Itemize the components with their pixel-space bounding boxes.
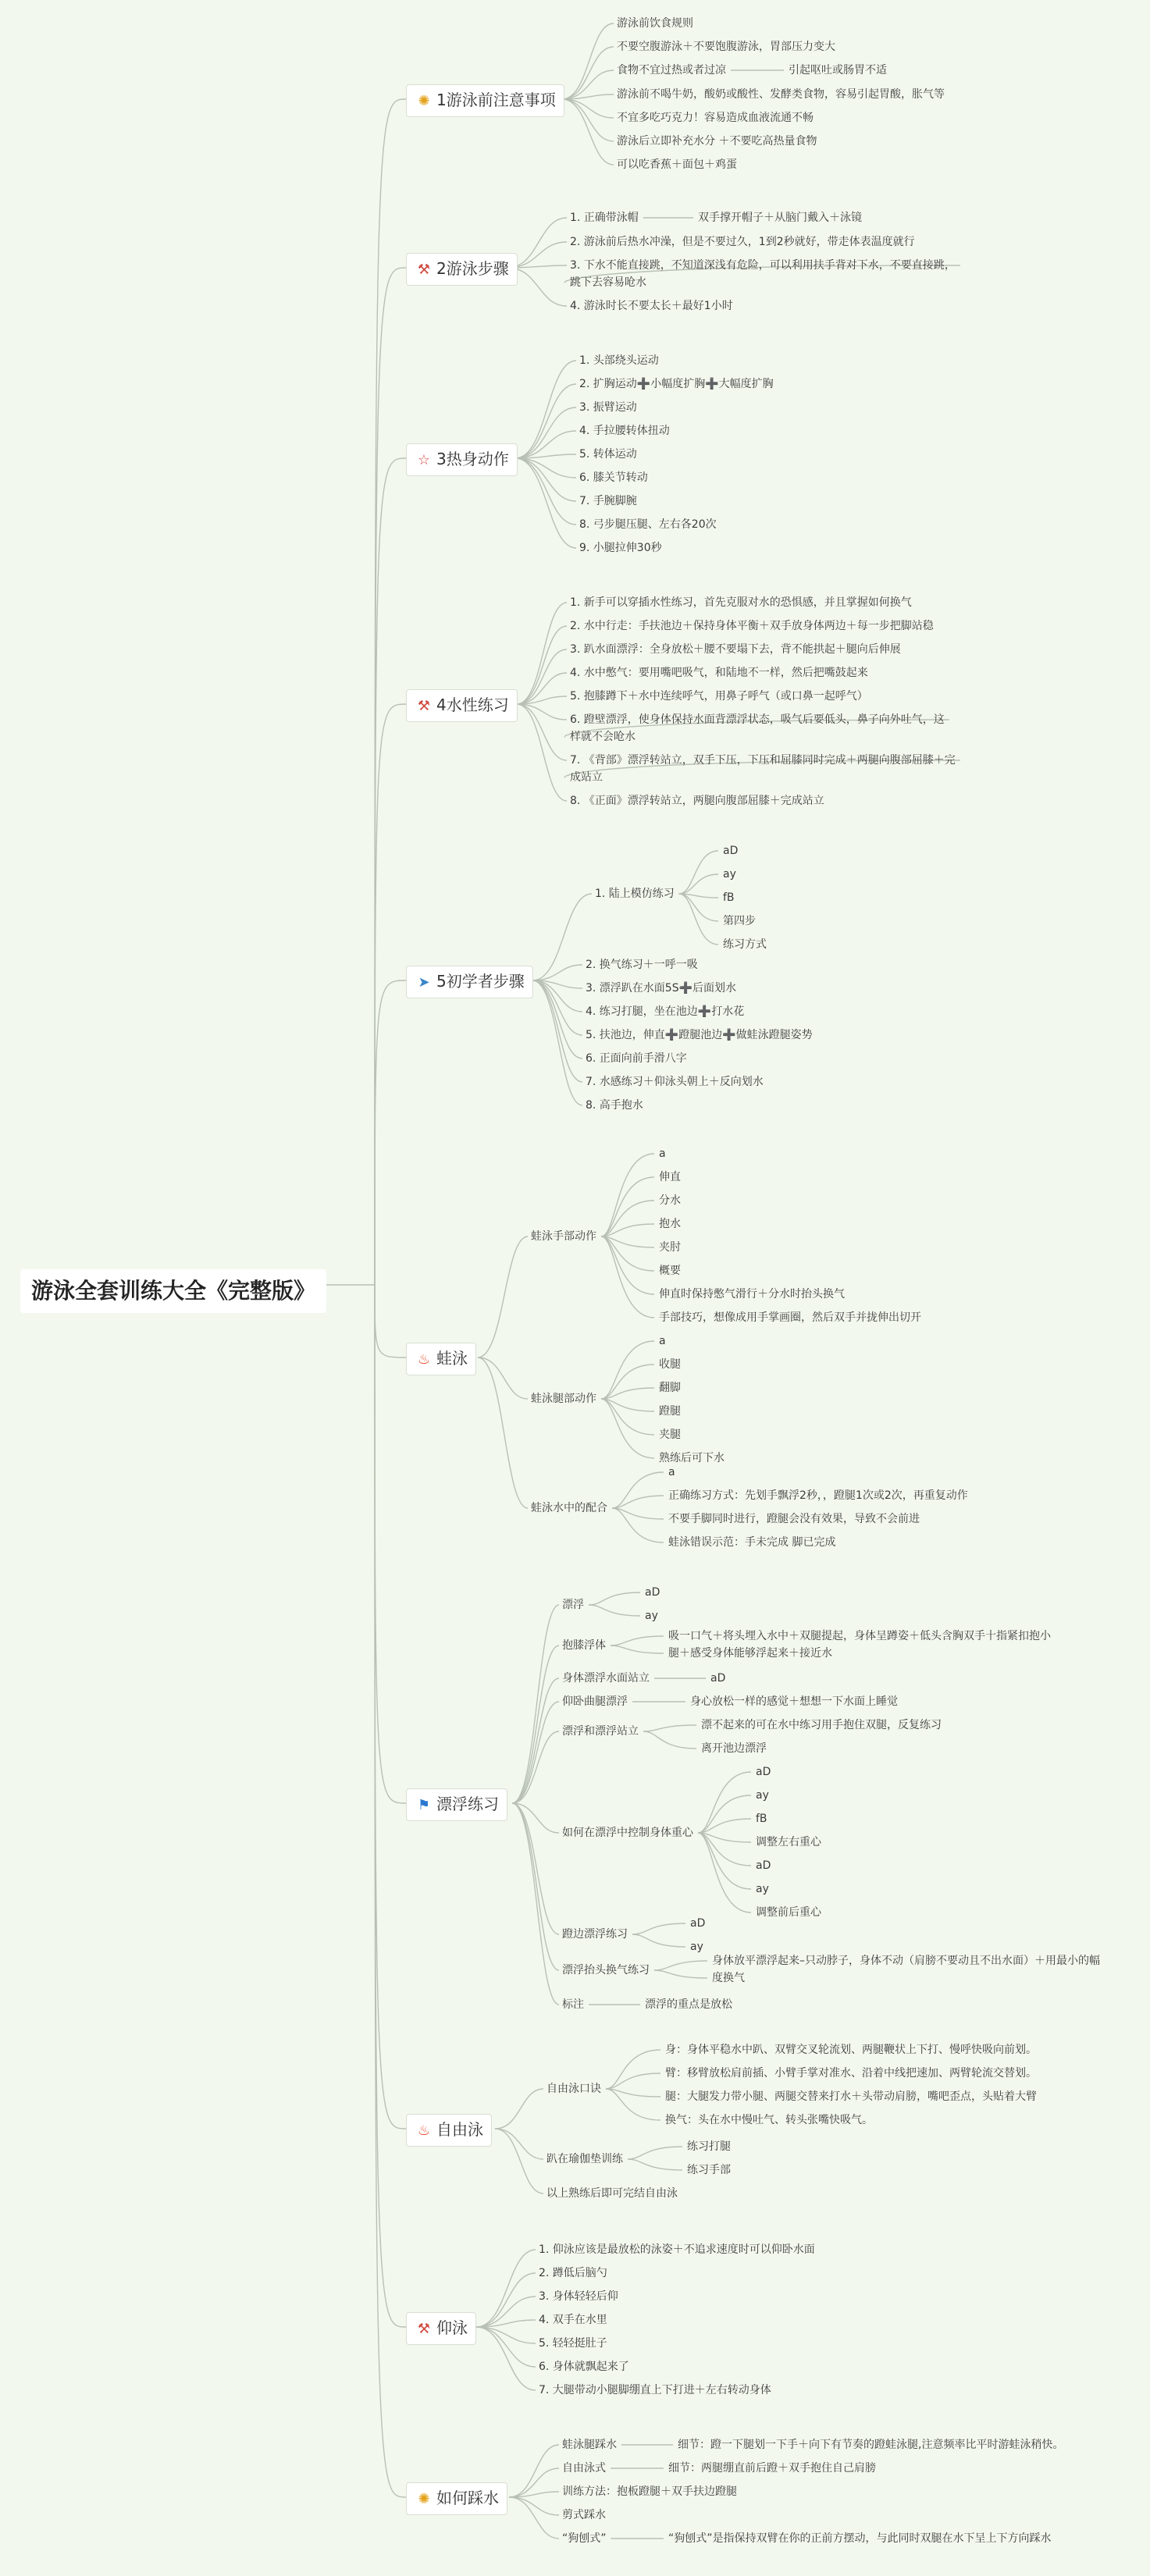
node-text: 1. 正确带泳帽 bbox=[570, 212, 639, 224]
connector-line bbox=[632, 1923, 685, 1934]
node-text: 身心放松一样的感觉＋想想一下水面上睡觉 bbox=[690, 1695, 898, 1708]
connector-line bbox=[611, 1646, 664, 1653]
connector-line bbox=[515, 458, 576, 501]
node-text: 5. 轻轻挺肚子 bbox=[539, 2337, 607, 2350]
connector-line bbox=[476, 2327, 536, 2390]
branch-9[interactable] bbox=[406, 2312, 476, 2345]
node-text: aD bbox=[756, 1766, 771, 1778]
connector-line bbox=[478, 1357, 528, 1508]
node-text: 伸直时保持憋气滑行＋分水时抬头换气 bbox=[659, 1288, 845, 1300]
node-text: 漂浮的重点是放松 bbox=[645, 1998, 732, 2011]
connector-line bbox=[509, 2497, 559, 2539]
connector-line bbox=[601, 1236, 654, 1318]
node-text: aD bbox=[723, 845, 739, 857]
node-text: 可以吃香蕉＋面包＋鸡蛋 bbox=[617, 158, 737, 171]
node-text: 漂浮 bbox=[562, 1599, 584, 1611]
node-text: “狗刨式”是指保持双臂在你的正前方摆动，与此同时双腿在水下呈上下方向踩水 bbox=[668, 2532, 1052, 2545]
branch-3[interactable] bbox=[406, 443, 518, 476]
connector-line bbox=[512, 1803, 559, 1970]
connector-line bbox=[562, 99, 614, 118]
node-text: 伸直 bbox=[659, 1171, 681, 1183]
node-text: 练习手部 bbox=[687, 2164, 731, 2176]
node-text: 蛙泳腿部动作 bbox=[531, 1393, 596, 1405]
node-text: 4. 练习打腿，坐在池边➕打水花 bbox=[586, 1005, 745, 1018]
connector-line bbox=[589, 1592, 640, 1605]
node-text: 蛙泳手部动作 bbox=[531, 1230, 596, 1243]
node-text: ay bbox=[645, 1610, 658, 1622]
node-text: 食物不宜过热或者过凉 bbox=[617, 64, 726, 76]
connector-line bbox=[515, 384, 576, 458]
node-text: 抱水 bbox=[659, 1218, 681, 1230]
fire-icon: ♨ bbox=[417, 1351, 431, 1368]
node-text: 9. 小腿拉伸30秒 bbox=[579, 542, 662, 554]
node-text: 5. 扶池边，伸直➕蹬腿池边➕做蛙泳蹬腿姿势 bbox=[586, 1029, 813, 1041]
connector-line bbox=[375, 704, 406, 1285]
node-text: 2. 换气练习＋一呼一吸 bbox=[586, 959, 698, 971]
branch-10[interactable] bbox=[406, 2482, 507, 2515]
node-text: 收腿 bbox=[659, 1358, 681, 1371]
node-text: 1. 新手可以穿插水性练习，首先克服对水的恐惧感，并且掌握如何换气 bbox=[570, 596, 912, 609]
node-text: 身体放平漂浮起来–只动脖子，身体不动（肩膀不要动且不出水面）＋用最小的幅 bbox=[712, 1955, 1100, 1967]
node-text: 跳下去容易呛水 bbox=[570, 276, 646, 289]
branch-8[interactable] bbox=[406, 2114, 492, 2147]
connector-line bbox=[375, 1285, 406, 2497]
node-text: 7. 《背部》漂浮转站立，双手下压，下压和屈膝同时完成＋两腿向腹部屈膝＋完 bbox=[570, 754, 956, 767]
connector-line bbox=[612, 1508, 664, 1519]
connector-line bbox=[478, 1236, 528, 1357]
node-text: 不要手脚同时进行，蹬腿会没有效果，导致不会前进 bbox=[668, 1513, 920, 1525]
connector-line bbox=[698, 1833, 751, 1912]
connector-line bbox=[375, 1285, 406, 1803]
node-text: 双手撑开帽子＋从脑门戴入＋泳镜 bbox=[698, 212, 862, 224]
connector-line bbox=[476, 2250, 536, 2327]
node-text: 蛙泳错误示范：手未完成 脚已完成 bbox=[668, 1536, 836, 1549]
node-text: 细节：蹬一下腿划一下手＋向下有节奏的蹬蛙泳腿,注意频率比平时游蛙泳稍快。 bbox=[678, 2439, 1064, 2451]
connector-line bbox=[654, 1970, 707, 1978]
connector-line bbox=[512, 1803, 559, 2005]
node-text: 训练方法：抱板蹬腿＋双手扶边蹬腿 bbox=[562, 2485, 737, 2498]
connector-line bbox=[532, 980, 582, 1059]
node-text: 3. 身体轻轻后仰 bbox=[539, 2290, 618, 2303]
connector-line bbox=[512, 1605, 559, 1803]
connector-line bbox=[495, 2089, 543, 2129]
bulb-icon: ✺ bbox=[418, 2491, 430, 2507]
connector-line bbox=[628, 2159, 682, 2170]
node-text: 8. 《正面》漂浮转站立，两腿向腹部屈膝＋完成站立 bbox=[570, 795, 824, 807]
node-text: 8. 弓步腿压腿、左右各20次 bbox=[579, 518, 717, 531]
node-text: 1. 仰泳应该是最放松的泳姿＋不追求速度时可以仰卧水面 bbox=[539, 2243, 815, 2256]
branch-label: 3热身动作 bbox=[436, 450, 509, 468]
node-text: 蛙泳腿踩水 bbox=[562, 2439, 617, 2451]
branch-label: 1游泳前注意事项 bbox=[436, 91, 556, 109]
branch-label: 4水性练习 bbox=[436, 696, 509, 714]
node-text: 度换气 bbox=[712, 1972, 745, 1984]
node-text: 6. 身体就飘起来了 bbox=[539, 2361, 629, 2373]
node-text: 夹腿 bbox=[659, 1429, 681, 1441]
connector-line bbox=[512, 1678, 559, 1803]
branch-label: 如何踩水 bbox=[436, 2489, 499, 2507]
branch-5[interactable] bbox=[406, 966, 533, 998]
node-text: 自由泳口诀 bbox=[547, 2083, 601, 2095]
connector-line bbox=[628, 2147, 682, 2159]
branch-1[interactable] bbox=[406, 84, 564, 117]
node-text: 腿＋感受身体能够浮起来＋接近水 bbox=[668, 1647, 832, 1660]
node-text: 自由泳式 bbox=[562, 2462, 606, 2475]
node-text: aD bbox=[645, 1586, 660, 1599]
connector-line bbox=[654, 1961, 707, 1970]
node-text: 离开池边漂浮 bbox=[701, 1742, 767, 1755]
node-text: aD bbox=[756, 1859, 771, 1872]
connector-line bbox=[532, 980, 582, 1105]
node-text: 练习打腿 bbox=[687, 2140, 731, 2153]
connector-line bbox=[512, 1803, 559, 1934]
node-text: 3. 下水不能直接跳，不知道深浅有危险，可以利用扶手背对下水，不要直接跳， bbox=[570, 259, 956, 272]
node-text: 游泳后立即补充水分 ＋不要吃高热量食物 bbox=[617, 135, 817, 148]
connector-line bbox=[612, 1472, 664, 1508]
connector-line bbox=[612, 1508, 664, 1542]
connector-line bbox=[532, 980, 582, 1082]
node-text: fB bbox=[723, 891, 735, 904]
tools-icon: ⚒ bbox=[417, 698, 431, 714]
connector-line bbox=[632, 1934, 685, 1947]
node-text: a bbox=[668, 1466, 675, 1478]
branch-label: 漂浮练习 bbox=[436, 1795, 499, 1813]
node-text: 5. 抱膝蹲下＋水中连续呼气，用鼻子呼气（或口鼻一起呼气） bbox=[570, 690, 868, 703]
node-text: ay bbox=[690, 1941, 703, 1953]
node-text: 正确练习方式：先划手飘浮2秒，，蹬腿1次或2次，再重复动作 bbox=[668, 1489, 968, 1502]
node-text: 手部技巧，想像成用手掌画圈，然后双手并拢伸出切开 bbox=[659, 1311, 921, 1324]
connector-line bbox=[606, 2073, 660, 2089]
branch-label: 蛙泳 bbox=[436, 1349, 468, 1368]
connector-line bbox=[509, 2445, 559, 2497]
node-text: 抱膝浮体 bbox=[562, 1639, 606, 1652]
node-text: 2. 蹲低后脑勺 bbox=[539, 2267, 607, 2279]
connector-line bbox=[515, 458, 576, 548]
node-text: 8. 高手抱水 bbox=[586, 1099, 643, 1112]
node-text: 5. 转体运动 bbox=[579, 448, 637, 461]
node-text: a bbox=[659, 1335, 666, 1347]
node-text: 6. 蹬壁漂浮，使身体保持水面背漂浮状态，吸气后要低头，鼻子向外吐气，这 bbox=[570, 713, 945, 726]
node-text: 漂浮抬头换气练习 bbox=[562, 1964, 650, 1976]
connector-line bbox=[375, 1285, 406, 2327]
node-text: 身体漂浮水面站立 bbox=[562, 1672, 650, 1685]
node-text: 2. 水中行走：手扶池边＋保持身体平衡＋双手放身体两边＋每一步把脚站稳 bbox=[570, 620, 934, 632]
node-text: 蛙泳水中的配合 bbox=[531, 1502, 607, 1514]
node-text: 臂：移臂放松肩前插、小臂手掌对准水、沿着中线把速加、两臂轮流交替划。 bbox=[665, 2067, 1037, 2080]
branch-7[interactable] bbox=[406, 1788, 507, 1821]
node-text: 引起呕吐或肠胃不适 bbox=[789, 64, 887, 76]
node-text: 不要空腹游泳＋不要饱腹游泳，胃部压力变大 bbox=[617, 41, 835, 53]
connector-line bbox=[562, 23, 614, 99]
connector-line bbox=[517, 673, 567, 704]
connector-line bbox=[476, 2327, 536, 2367]
node-text: 7. 手腕脚腕 bbox=[579, 495, 637, 507]
node-text: 换气：头在水中慢吐气、转头张嘴快吸气。 bbox=[665, 2114, 873, 2126]
node-text: 腿：大腿发力带小腿、两腿交替来打水＋头带动肩膀，嘴吧歪点，头贴着大臂 bbox=[665, 2090, 1037, 2103]
node-text: fB bbox=[756, 1813, 767, 1825]
connector-line bbox=[495, 2129, 543, 2159]
node-text: aD bbox=[690, 1917, 706, 1930]
node-text: 标注 bbox=[562, 1998, 584, 2011]
node-text: 如何在漂浮中控制身体重心 bbox=[562, 1827, 693, 1839]
connector-line bbox=[562, 99, 614, 165]
connector-line bbox=[612, 1496, 664, 1508]
connector-line bbox=[679, 894, 718, 945]
node-text: 1. 陆上模仿练习 bbox=[595, 888, 675, 900]
connector-line bbox=[476, 2273, 536, 2327]
connector-line bbox=[698, 1772, 751, 1833]
node-text: ay bbox=[756, 1883, 769, 1895]
connector-line bbox=[375, 1285, 406, 1357]
node-text: 练习方式 bbox=[723, 938, 767, 951]
node-text: 7. 大腿带动小腿脚绷直上下打进＋左右转动身体 bbox=[539, 2384, 771, 2396]
branch-label: 自由泳 bbox=[436, 2120, 483, 2139]
connector-line bbox=[375, 980, 406, 1285]
node-text: 6. 正面向前手滑八字 bbox=[586, 1052, 687, 1065]
node-text: 漂浮和漂浮站立 bbox=[562, 1725, 639, 1738]
node-text: 仰卧曲腿漂浮 bbox=[562, 1695, 628, 1708]
node-text: 以上熟练后即可完结自由泳 bbox=[547, 2187, 678, 2200]
connector-line bbox=[375, 1285, 406, 2129]
branch-label: 2游泳步骤 bbox=[436, 259, 509, 278]
branch-2[interactable] bbox=[406, 253, 518, 286]
node-text: 蹬边漂浮练习 bbox=[562, 1928, 628, 1941]
node-text: 调整前后重心 bbox=[756, 1906, 821, 1919]
node-text: 6. 膝关节转动 bbox=[579, 471, 648, 484]
node-text: 漂不起来的可在水中练习用手抱住双腿，反复练习 bbox=[701, 1719, 942, 1731]
node-text: aD bbox=[710, 1672, 726, 1685]
connector-line bbox=[643, 1731, 696, 1749]
connector-line bbox=[517, 603, 567, 704]
connector-line bbox=[512, 1646, 559, 1803]
node-text: ay bbox=[756, 1789, 769, 1802]
branch-label: 仰泳 bbox=[436, 2318, 468, 2337]
node-text: 样就不会呛水 bbox=[570, 731, 636, 743]
connector-line bbox=[532, 980, 582, 1012]
connector-line bbox=[517, 626, 567, 704]
connector-line bbox=[375, 458, 406, 1285]
node-text: 熟练后可下水 bbox=[659, 1452, 725, 1464]
star-icon: ☆ bbox=[417, 452, 431, 468]
node-text: 蹬腿 bbox=[659, 1405, 681, 1418]
connector-line bbox=[515, 458, 576, 525]
branch-4[interactable] bbox=[406, 689, 518, 722]
node-text: 吸一口气＋将头埋入水中＋双腿提起，身体呈蹲姿＋低头含胸双手十指紧扣抱小 bbox=[668, 1630, 1051, 1642]
node-text: 3. 趴水面漂浮：全身放松＋腰不要塌下去，背不能拱起＋腿向后伸展 bbox=[570, 643, 901, 656]
branch-label: 5初学者步骤 bbox=[436, 972, 525, 991]
root-title: 游泳全套训练大全《完整版》 bbox=[20, 1269, 326, 1313]
node-text: 剪式踩水 bbox=[562, 2509, 606, 2521]
node-text: 细节：两腿绷直前后蹬＋双手抱住自己肩膀 bbox=[668, 2462, 876, 2475]
node-text: 4. 双手在水里 bbox=[539, 2314, 607, 2326]
branch-6[interactable] bbox=[406, 1343, 476, 1375]
node-text: 3. 振臂运动 bbox=[579, 401, 637, 414]
connector-line bbox=[679, 851, 718, 894]
node-text: 游泳前饮食规则 bbox=[617, 17, 693, 30]
node-text: ay bbox=[723, 868, 736, 881]
node-text: 不宜多吃巧克力！容易造成血液流通不畅 bbox=[617, 112, 814, 124]
fire-icon: ♨ bbox=[417, 2122, 431, 2139]
connector-line bbox=[375, 268, 406, 1285]
connector-line bbox=[532, 894, 592, 980]
node-text: 概要 bbox=[659, 1265, 681, 1277]
node-text: 第四步 bbox=[723, 915, 756, 927]
node-text: 4. 游泳时长不要太长＋最好1小时 bbox=[570, 300, 733, 312]
bulb-icon: ✺ bbox=[418, 93, 430, 109]
connector-line bbox=[517, 704, 567, 760]
node-text: 身：身体平稳水中趴、双臂交叉轮流划、两腿鞭状上下打、慢呼快吸向前划。 bbox=[665, 2044, 1037, 2056]
connector-line bbox=[606, 2050, 660, 2089]
node-text: 1. 头部绕头运动 bbox=[579, 354, 659, 367]
connector-line bbox=[562, 47, 614, 99]
connector-line bbox=[643, 1725, 696, 1731]
node-text: 4. 水中憋气：要用嘴吧吸气，和陆地不一样，然后把嘴鼓起来 bbox=[570, 667, 868, 679]
node-text: 7. 水感练习＋仰泳头朝上＋反向划水 bbox=[586, 1076, 764, 1088]
connector-line bbox=[478, 1357, 528, 1399]
node-text: 夹肘 bbox=[659, 1241, 681, 1254]
node-text: 分水 bbox=[659, 1194, 681, 1207]
tools-icon: ⚒ bbox=[417, 2321, 431, 2337]
connector-line bbox=[589, 1605, 640, 1616]
node-text: 2. 扩胸运动➕小幅度扩胸➕大幅度扩胸 bbox=[579, 378, 774, 390]
node-text: “狗刨式” bbox=[562, 2532, 607, 2545]
connector-line bbox=[611, 1636, 664, 1646]
node-text: 调整左右重心 bbox=[756, 1836, 821, 1848]
paper-plane-icon: ➤ bbox=[418, 974, 430, 991]
node-text: 2. 游泳前后热水冲澡，但是不要过久，1到2秒就好，带走体表温度就行 bbox=[570, 236, 915, 248]
node-text: 游泳前不喝牛奶，酸奶或酸性、发酵类食物，容易引起胃酸，胀气等 bbox=[617, 88, 945, 101]
node-text: 成站立 bbox=[570, 771, 603, 784]
node-text: 趴在瑜伽垫训练 bbox=[547, 2153, 623, 2165]
connector-line bbox=[562, 99, 614, 141]
connector-line bbox=[606, 2089, 660, 2120]
node-text: 翻脚 bbox=[659, 1382, 681, 1394]
connector-line bbox=[509, 2497, 559, 2515]
node-text: 3. 漂浮趴在水面5S➕后面划水 bbox=[586, 982, 737, 994]
node-text: a bbox=[659, 1147, 666, 1160]
connector-line bbox=[515, 407, 576, 458]
node-text: 4. 手拉腰转体扭动 bbox=[579, 425, 670, 437]
connector-line bbox=[495, 2129, 543, 2194]
connector-line bbox=[512, 1731, 559, 1803]
tools-icon: ⚒ bbox=[417, 262, 431, 278]
flag-icon: ⚑ bbox=[417, 1797, 431, 1813]
